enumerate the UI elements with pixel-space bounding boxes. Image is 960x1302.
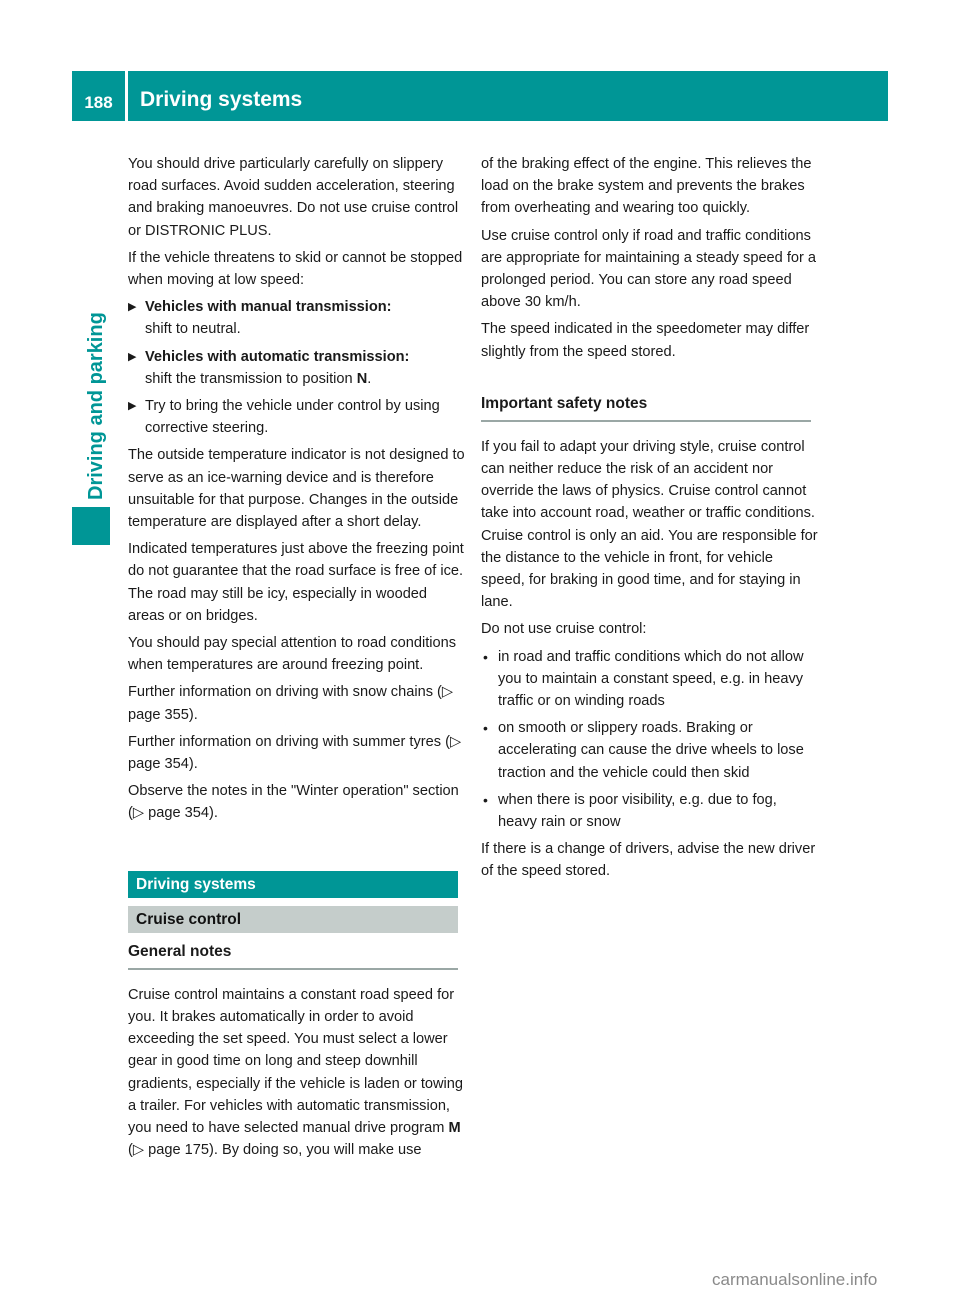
- watermark: carmanualsonline.info: [712, 1270, 878, 1289]
- side-tab-marker: [72, 507, 110, 545]
- drive-program: M: [448, 1119, 461, 1136]
- heading-safety-notes: Important safety notes: [481, 385, 811, 422]
- step-arrow-icon: ▶: [128, 400, 137, 413]
- paragraph: If you fail to adapt your driving style, cruise control can neither reduce the risk of an accident nor override the laws of physics. Cruise control cannot take into account road, weather or traffic conditions. Cruise control is only an aid. You are responsible for the distance to the vehicle in front, for vehicle speed, for braking in good time, and for staying in lane.: [481, 438, 818, 611]
- list-item-text: in road and traffic conditions which do not allow you to maintain a constant speed, e.g. in heavy traffic or on winding roads: [498, 648, 804, 710]
- list-item: [481, 717, 819, 784]
- paragraph: If there is a change of drivers, advise the new driver of the speed stored.: [481, 841, 816, 880]
- list-item: [481, 789, 819, 833]
- paragraph: Use cruise control only if road and traffic conditions are appropriate for maintaining a steady speed for a prolonged period. You can store any road speed above 30 km/h.: [481, 227, 817, 311]
- section-title: Driving systems: [128, 871, 458, 898]
- paragraph: You should pay special attention to road conditions when temperatures are around freezing point.: [128, 635, 457, 674]
- bullet-icon: •: [483, 791, 488, 808]
- bullet-icon: •: [483, 648, 488, 665]
- page-title: Driving systems: [128, 71, 888, 121]
- paragraph: Do not use cruise control:: [481, 621, 647, 638]
- list-item: [481, 646, 819, 713]
- step-label: Vehicles with automatic transmission:: [145, 348, 410, 365]
- left-column: [128, 153, 466, 1166]
- page-number: 188: [72, 71, 125, 121]
- paragraph: The speed indicated in the speedometer may differ slightly from the speed stored.: [481, 321, 810, 360]
- paragraph: The outside temperature indicator is not designed to serve as an ice-warning device and is therefore unsuitable for that purpose. Changes in the outside temperature are displayed after a short delay.: [128, 447, 465, 531]
- paragraph: [128, 984, 466, 1162]
- paragraph-link[interactable]: Further information on driving with snow chains (▷ page 355).: [128, 684, 454, 723]
- paragraph: If the vehicle threatens to skid or cannot be stopped when moving at low speed:: [128, 249, 463, 289]
- side-tab-label: Driving and parking: [85, 312, 107, 500]
- paragraph-link[interactable]: Further information on driving with summer tyres (▷ page 354).: [128, 733, 462, 773]
- text: Cruise control maintains a constant road speed for you. It brakes automatically in order to avoid exceeding the set speed. You must select a lower gear in good time on long and steep downhill gradients, especially if the vehicle is laden or towing a trailer. For vehicles with automatic transmission, you need to have selected manual drive program: [128, 986, 464, 1136]
- step-arrow-icon: ▶: [128, 301, 137, 314]
- bullet-icon: •: [483, 720, 488, 737]
- step-text: Try to bring the vehicle under control by using corrective steering.: [145, 398, 440, 437]
- step-text: shift the transmission to position: [145, 370, 357, 387]
- subsection-title: Cruise control: [128, 906, 458, 933]
- heading-general-notes: General notes: [128, 933, 458, 970]
- paragraph: of the braking effect of the engine. This relieves the load on the brake system and prevents the brakes from overheating and wearing too quickly.: [481, 156, 812, 217]
- step-label: Vehicles with manual transmission:: [145, 299, 392, 316]
- instruction-step: [128, 346, 466, 390]
- step-text: shift to neutral.: [145, 321, 241, 338]
- right-column: [481, 153, 819, 888]
- instruction-step: [128, 296, 466, 340]
- text-link[interactable]: (▷ page 175). By doing so, you will make use: [128, 1142, 422, 1159]
- paragraph: You should drive particularly carefully on slippery road surfaces. Avoid sudden acceleration, steering and braking manoeuvres. Do not use cruise control or DISTRONIC PLUS.: [128, 156, 459, 239]
- step-text-end: .: [367, 370, 372, 387]
- paragraph: Indicated temperatures just above the freezing point do not guarantee that the road surface is free of ice. The road may still be icy, especially in wooded areas or on bridges.: [128, 541, 464, 624]
- list-item-text: on smooth or slippery roads. Braking or accelerating can cause the drive wheels to lose traction and the vehicle could then skid: [498, 720, 804, 781]
- paragraph-link[interactable]: Observe the notes in the "Winter operation" section (▷ page 354).: [128, 783, 459, 822]
- gear-position: N: [356, 370, 368, 387]
- list-item-text: when there is poor visibility, e.g. due to fog, heavy rain or snow: [498, 791, 777, 831]
- step-arrow-icon: ▶: [128, 350, 137, 363]
- instruction-step: [128, 395, 466, 439]
